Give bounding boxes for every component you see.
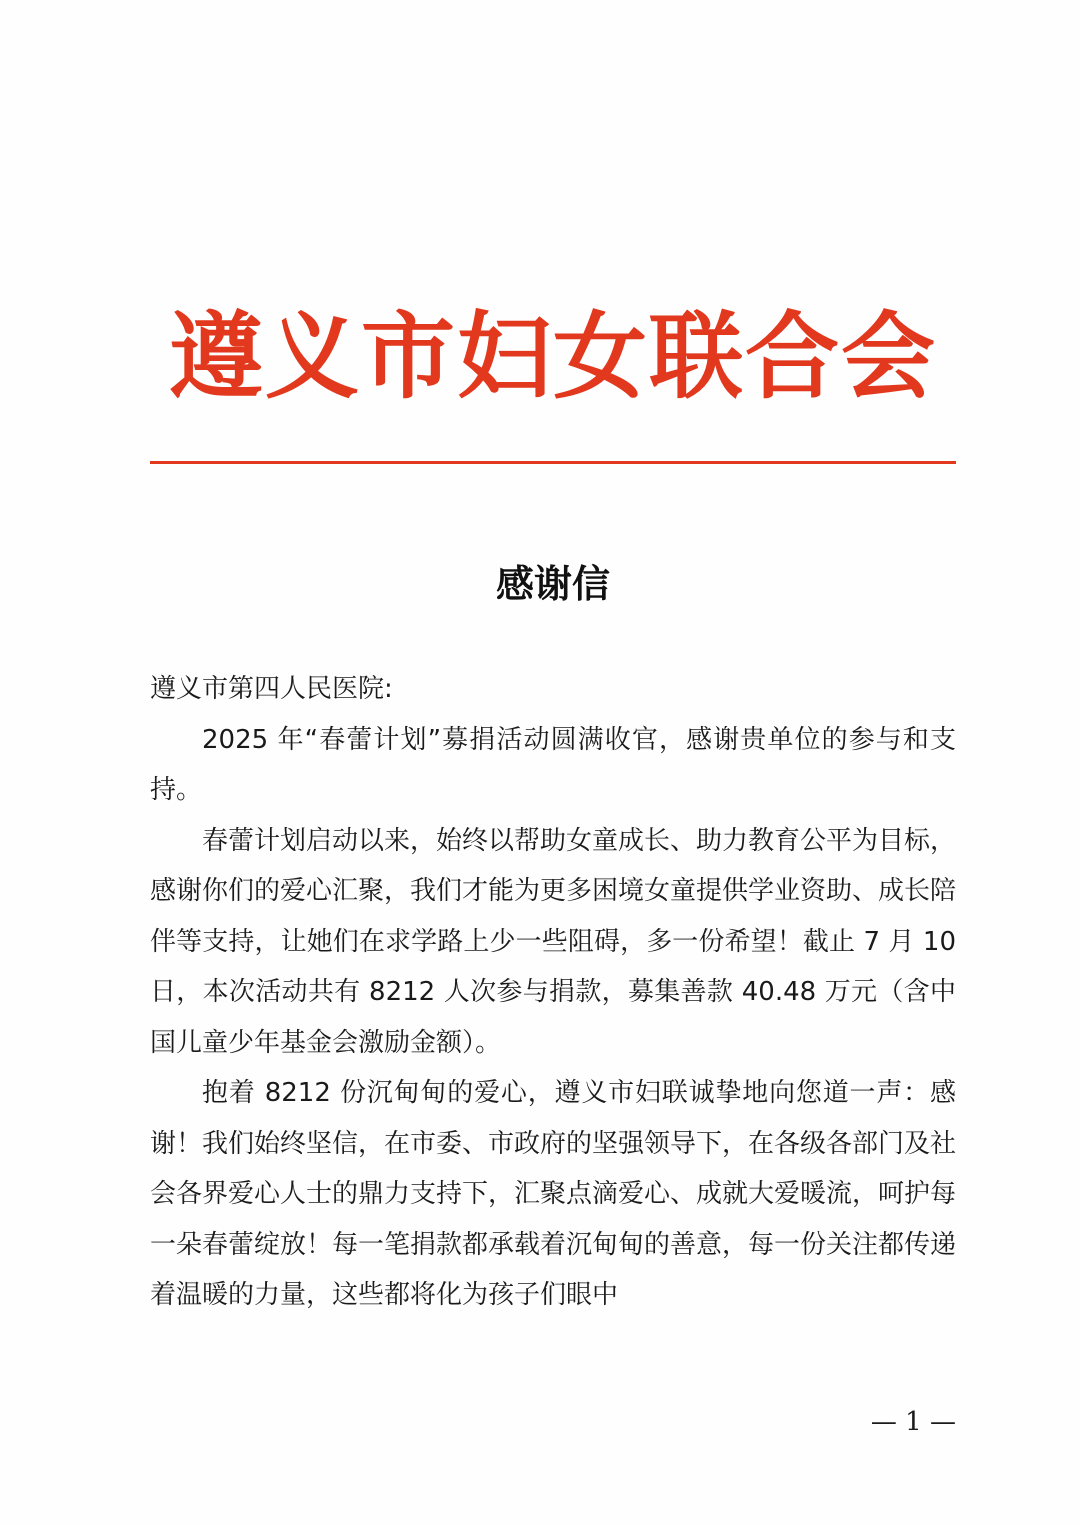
letter-body <box>150 664 956 1321</box>
letterhead-red-divider <box>150 461 956 464</box>
body-paragraph: 2025 年“春蕾计划”募捐活动圆满收官，感谢贵单位的参与和支持。 <box>150 724 956 805</box>
letterhead-organization-name: 遵义市妇女联合会 <box>168 302 937 412</box>
body-paragraph: 抱着 8212 份沉甸甸的爱心，遵义市妇联诚挚地向您道一声：感谢！我们始终坚信，在市委、市政府的坚强领导下，在各级各部门及社会各界爱心人士的鼎力支持下，汇聚点滴爱心、成就大爱暖流，呵护每一朵春蕾绽放！每一笔捐款都承载着沉甸甸的善意，每一份关注都传递着温暖的力量，这些都将化为孩子们眼中 <box>150 1078 957 1310</box>
body-paragraph: 春蕾计划启动以来，始终以帮助女童成长、助力教育公平为目标，感谢你们的爱心汇聚，我们才能为更多困境女童提供学业资助、成长陪伴等支持，让她们在求学路上少一些阻碍，多一份希望！截止 7 月 10 日，本次活动共有 8212 人次参与捐款，募集善款 40.48 万元（含中国儿童少年基金会激励金额）。 <box>150 825 957 1058</box>
page-number: — 1 — <box>870 1407 956 1437</box>
document-title: 感谢信 <box>495 561 610 606</box>
salutation: 遵义市第四人民医院: <box>150 674 393 704</box>
